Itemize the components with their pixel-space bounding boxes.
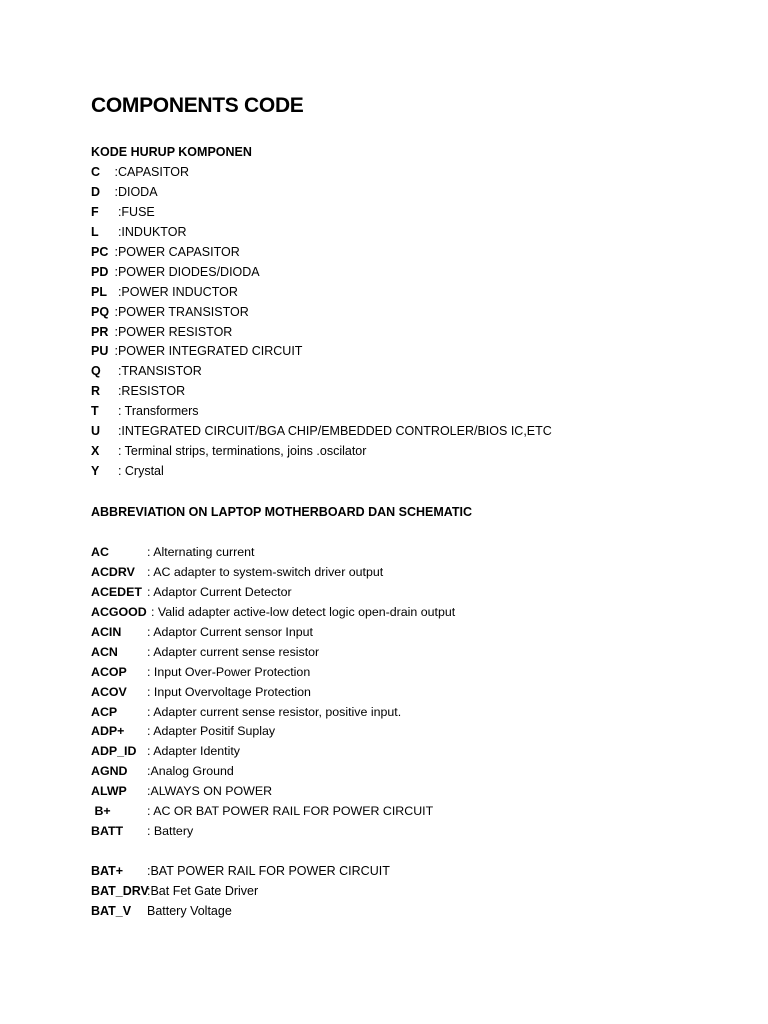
abbreviation-list-battery xyxy=(91,862,390,922)
code-description: :INDUKTOR xyxy=(111,224,187,239)
abbreviation-code: ADP+ xyxy=(91,724,125,739)
list-item xyxy=(91,263,552,283)
code-label: PR xyxy=(91,324,109,339)
code-label: Y xyxy=(91,464,103,479)
section-heading-component-codes: KODE HURUP KOMPONEN xyxy=(91,145,252,159)
abbreviation-description: Battery Voltage xyxy=(147,903,232,918)
code-label: PC xyxy=(91,244,109,259)
code-label: PD xyxy=(91,264,109,279)
code-label: PQ xyxy=(91,304,110,319)
code-description: :TRANSISTOR xyxy=(111,364,202,379)
abbreviation-code: ACP xyxy=(91,704,118,719)
code-description: :POWER INDUCTOR xyxy=(111,284,238,299)
list-item xyxy=(91,703,455,723)
abbreviation-description: : Adapter Positif Suplay xyxy=(147,724,276,739)
code-description: :POWER DIODES/DIODA xyxy=(111,264,260,279)
list-item xyxy=(91,422,552,442)
code-label: T xyxy=(91,404,103,419)
abbreviation-code: BATT xyxy=(91,824,124,839)
abbreviation-list xyxy=(91,543,455,842)
list-item xyxy=(91,802,455,822)
abbreviation-description: : Input Over-Power Protection xyxy=(147,664,311,679)
abbreviation-code: ACGOOD xyxy=(91,604,147,619)
abbreviation-code: BAT+ xyxy=(91,864,124,878)
list-item xyxy=(91,203,552,223)
code-description: :POWER INTEGRATED CIRCUIT xyxy=(111,344,303,359)
abbreviation-description: :BAT POWER RAIL FOR POWER CIRCUIT xyxy=(147,864,390,878)
list-item xyxy=(91,683,455,703)
code-description: :CAPASITOR xyxy=(111,165,190,179)
code-label: D xyxy=(91,184,104,199)
list-item xyxy=(91,382,552,402)
code-description: :POWER TRANSISTOR xyxy=(111,304,249,319)
code-description: :INTEGRATED CIRCUIT/BGA CHIP/EMBEDDED CONTROLER/BIOS IC,ETC xyxy=(111,424,552,439)
abbreviation-description: : Input Overvoltage Protection xyxy=(147,684,311,699)
list-item xyxy=(91,543,455,563)
abbreviation-code: AGND xyxy=(91,764,128,779)
section-heading-abbreviations: ABBREVIATION ON LAPTOP MOTHERBOARD DAN SCHEMATIC xyxy=(91,505,473,519)
code-description: :RESISTOR xyxy=(111,384,186,399)
code-description: : Crystal xyxy=(111,464,164,479)
abbreviation-description: : Valid adapter active-low detect logic open-drain output xyxy=(151,604,456,619)
list-item xyxy=(91,323,552,343)
list-item xyxy=(91,283,552,303)
code-description: :POWER CAPASITOR xyxy=(111,244,240,259)
code-label: L xyxy=(91,224,102,239)
code-label: R xyxy=(91,384,104,399)
list-item xyxy=(91,163,552,183)
abbreviation-code: AC xyxy=(91,545,109,559)
list-item xyxy=(91,862,390,882)
abbreviation-description: : Battery xyxy=(147,824,194,839)
code-description: :POWER RESISTOR xyxy=(111,324,233,339)
abbreviation-code: ACDRV xyxy=(91,564,135,579)
code-label: C xyxy=(91,165,104,179)
list-item xyxy=(91,462,552,482)
code-label: Q xyxy=(91,364,105,379)
abbreviation-description: :ALWAYS ON POWER xyxy=(147,784,273,799)
code-label: PL xyxy=(91,284,107,299)
abbreviation-description: : Alternating current xyxy=(147,545,255,559)
abbreviation-description: : AC adapter to system-switch driver output xyxy=(147,564,384,579)
list-item xyxy=(91,402,552,422)
list-item xyxy=(91,623,455,643)
abbreviation-description: : AC OR BAT POWER RAIL FOR POWER CIRCUIT xyxy=(147,804,434,819)
list-item xyxy=(91,243,552,263)
list-item xyxy=(91,563,455,583)
list-item xyxy=(91,183,552,203)
list-item xyxy=(91,722,455,742)
list-item xyxy=(91,442,552,462)
abbreviation-description: :Bat Fet Gate Driver xyxy=(147,883,259,898)
code-label: X xyxy=(91,444,103,459)
code-description: :FUSE xyxy=(111,204,155,219)
list-item xyxy=(91,762,455,782)
list-item xyxy=(91,362,552,382)
list-item xyxy=(91,342,552,362)
code-description: : Terminal strips, terminations, joins .oscilator xyxy=(111,444,367,459)
abbreviation-code: BAT_DRV xyxy=(91,883,149,898)
abbreviation-description: : Adapter current sense resistor xyxy=(147,644,320,659)
code-description: :DIODA xyxy=(111,184,158,199)
list-item xyxy=(91,902,390,922)
list-item xyxy=(91,822,455,842)
code-label: U xyxy=(91,424,104,439)
abbreviation-code: ACIN xyxy=(91,624,122,639)
abbreviation-code: ACOV xyxy=(91,684,127,699)
code-label: F xyxy=(91,204,103,219)
abbreviation-code: ALWP xyxy=(91,784,127,799)
abbreviation-description: : Adapter current sense resistor, positive input. xyxy=(147,704,402,719)
list-item xyxy=(91,223,552,243)
list-item xyxy=(91,583,455,603)
code-description: : Transformers xyxy=(111,404,199,419)
abbreviation-code: ACOP xyxy=(91,664,127,679)
document-title: COMPONENTS CODE xyxy=(91,94,304,117)
abbreviation-code: BAT_V xyxy=(91,903,132,918)
abbreviation-description: : Adapter Identity xyxy=(147,744,240,759)
component-code-list xyxy=(91,163,552,482)
list-item xyxy=(91,882,390,902)
list-item xyxy=(91,782,455,802)
list-item xyxy=(91,303,552,323)
code-label: PU xyxy=(91,344,109,359)
list-item xyxy=(91,603,455,623)
list-item xyxy=(91,742,455,762)
abbreviation-code: B+ xyxy=(91,804,111,819)
abbreviation-description: : Adaptor Current Detector xyxy=(147,584,292,599)
abbreviation-description: : Adaptor Current sensor Input xyxy=(147,624,313,639)
list-item xyxy=(91,643,455,663)
abbreviation-code: ACN xyxy=(91,644,118,659)
abbreviation-code: ACEDET xyxy=(91,584,142,599)
abbreviation-code: ADP_ID xyxy=(91,744,137,759)
abbreviation-description: :Analog Ground xyxy=(147,764,234,779)
list-item xyxy=(91,663,455,683)
